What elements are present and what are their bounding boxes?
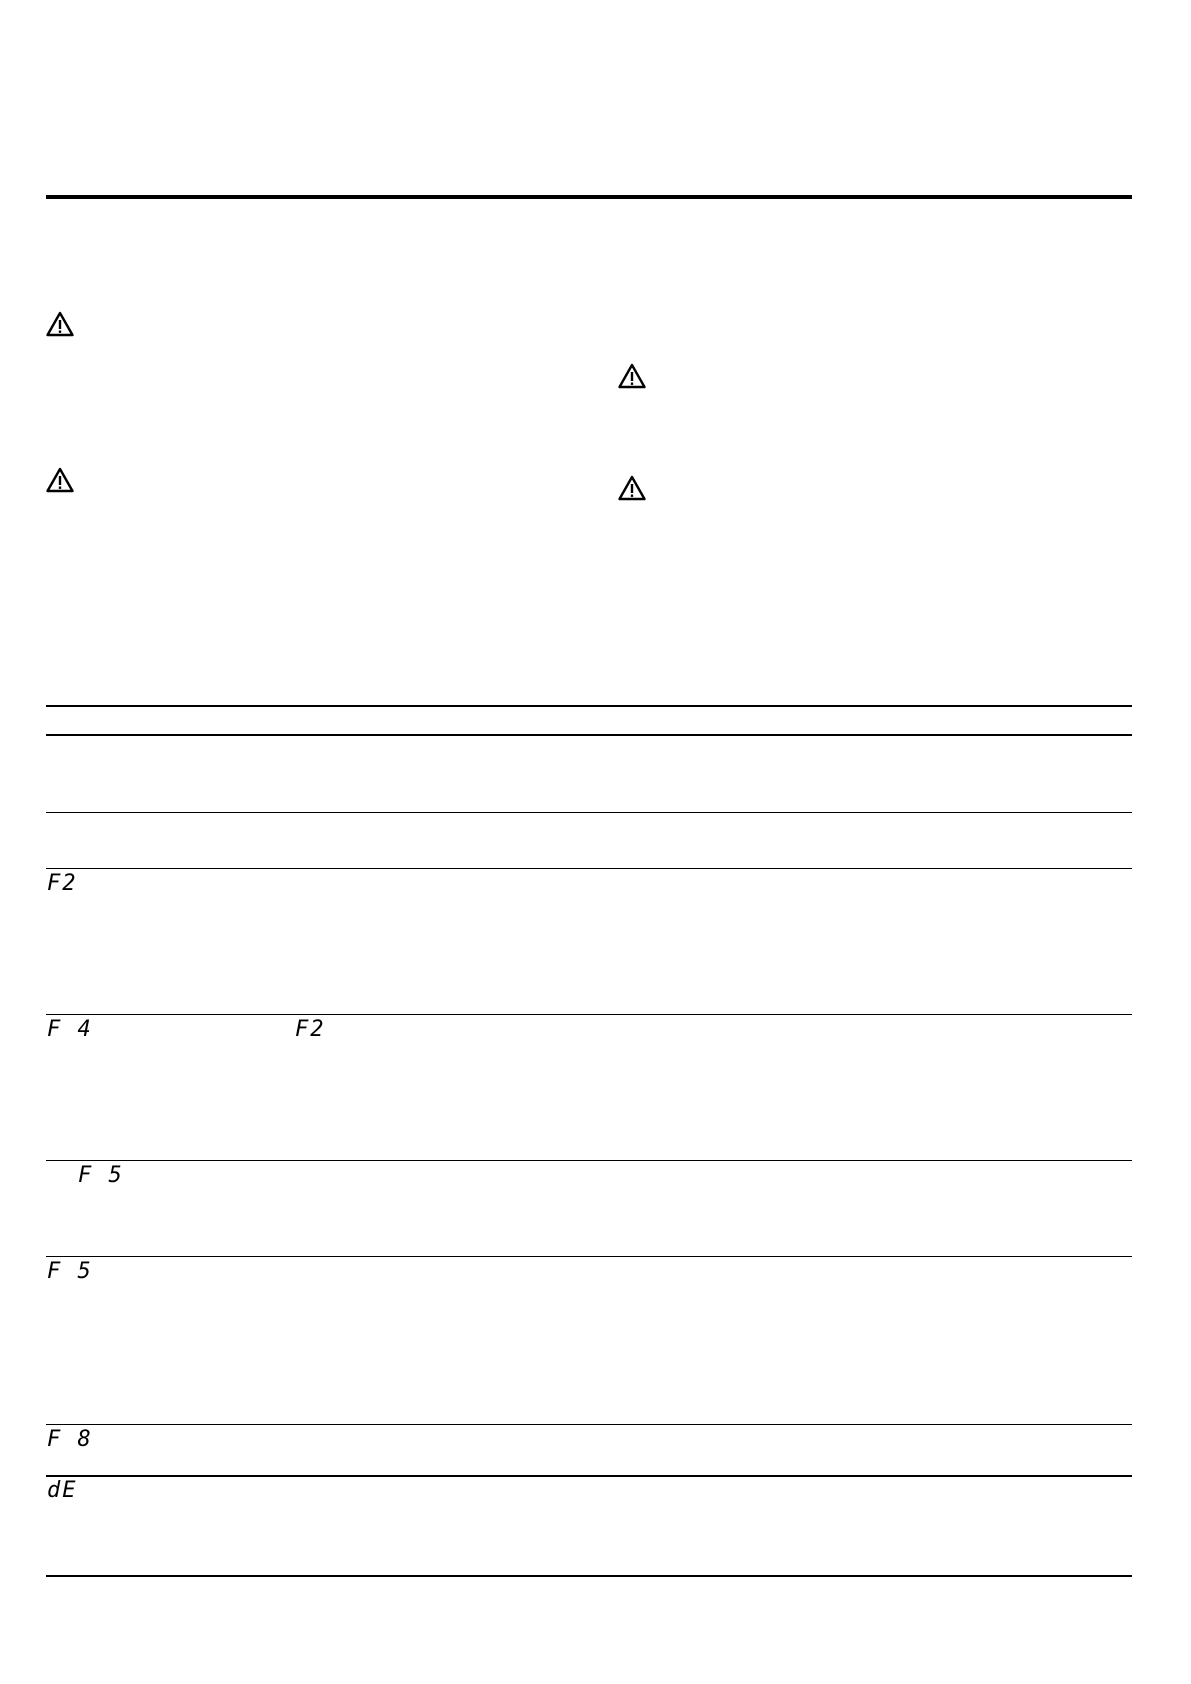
warning-triangle-icon [618, 475, 646, 501]
table-row-divider [46, 1475, 1132, 1477]
warning-triangle-icon [618, 363, 646, 389]
table-row-divider [46, 1014, 1132, 1015]
error-code-f4: F 4 [47, 1017, 93, 1042]
table-row-divider [46, 1424, 1132, 1425]
error-code-f2: F2 [47, 871, 78, 896]
warning-triangle-icon [46, 311, 74, 337]
table-row-divider [46, 1256, 1132, 1257]
table-bottom-rule [46, 1575, 1132, 1577]
table-row-divider [46, 812, 1132, 813]
warning-triangle-icon [46, 467, 74, 493]
table-row-divider [46, 868, 1132, 869]
table-row-divider [46, 1160, 1132, 1161]
error-code-f8: F 8 [47, 1427, 93, 1452]
error-code-de: dE [47, 1478, 78, 1503]
error-code-f5: F 5 [47, 1259, 93, 1284]
table-header-rule [46, 734, 1132, 736]
error-code-f2-reference: F2 [295, 1017, 326, 1042]
section-top-rule [46, 195, 1132, 199]
error-code-f5: F 5 [78, 1163, 124, 1188]
table-top-rule [46, 705, 1132, 707]
